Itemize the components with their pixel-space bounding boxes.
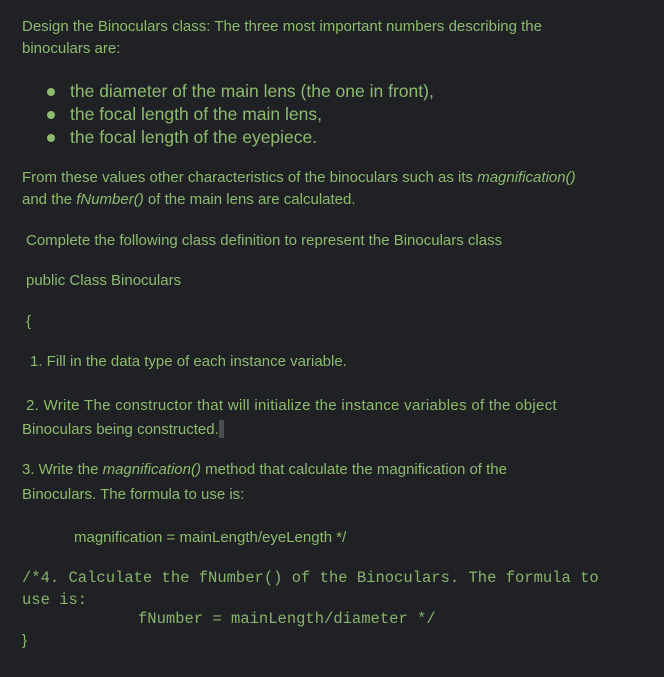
text: of the main lens are calculated. (143, 191, 356, 208)
intro-line-1: Design the Binoculars class: The three most important numbers describing the (22, 18, 542, 35)
text: and the (22, 191, 77, 208)
step-4-line-1: /*4. Calculate the fNumber() of the Binoculars. The formula to (22, 569, 599, 587)
magnification-method: magnification() (102, 461, 201, 478)
text: Binoculars being constructed. (22, 421, 219, 438)
step-2-line-1: 2. Write The constructor that will initialize the instance variables of the object (26, 397, 557, 414)
text: From these values other characteristics of the binoculars such as its (22, 169, 478, 186)
text: method that calculate the magnification of the (200, 461, 507, 478)
bullet-item: the focal length of the eyepiece. (70, 127, 318, 147)
text-cursor (219, 420, 224, 438)
fnumber-formula: fNumber = mainLength/diameter */ (138, 610, 436, 628)
bullet-icon (47, 88, 55, 96)
close-brace: } (22, 632, 28, 649)
open-brace: { (26, 313, 32, 330)
complete-instruction: Complete the following class definition to represent the Binoculars class (26, 232, 503, 249)
class-declaration: public Class Binoculars (26, 272, 182, 289)
text: 3. Write the (22, 461, 103, 478)
magnification-term: magnification() (477, 169, 576, 186)
step-3-line-2: Binoculars. The formula to use is: (22, 486, 245, 503)
step-2-line-2 (22, 420, 224, 439)
step-1: 1. Fill in the data type of each instance variable. (30, 353, 347, 370)
bullet-item: the focal length of the main lens, (70, 104, 322, 124)
derived-line-1 (22, 169, 576, 187)
derived-line-2 (22, 191, 356, 209)
bullet-icon (47, 134, 55, 142)
bullet-item: the diameter of the main lens (the one in front), (70, 81, 434, 101)
bullet-icon (47, 111, 55, 119)
step-4-line-2: use is: (22, 591, 88, 609)
magnification-formula: magnification = mainLength/eyeLength */ (74, 529, 347, 546)
intro-line-2: binoculars are: (22, 40, 121, 57)
fnumber-term: fNumber() (76, 191, 144, 208)
step-3-line-1 (22, 461, 507, 479)
